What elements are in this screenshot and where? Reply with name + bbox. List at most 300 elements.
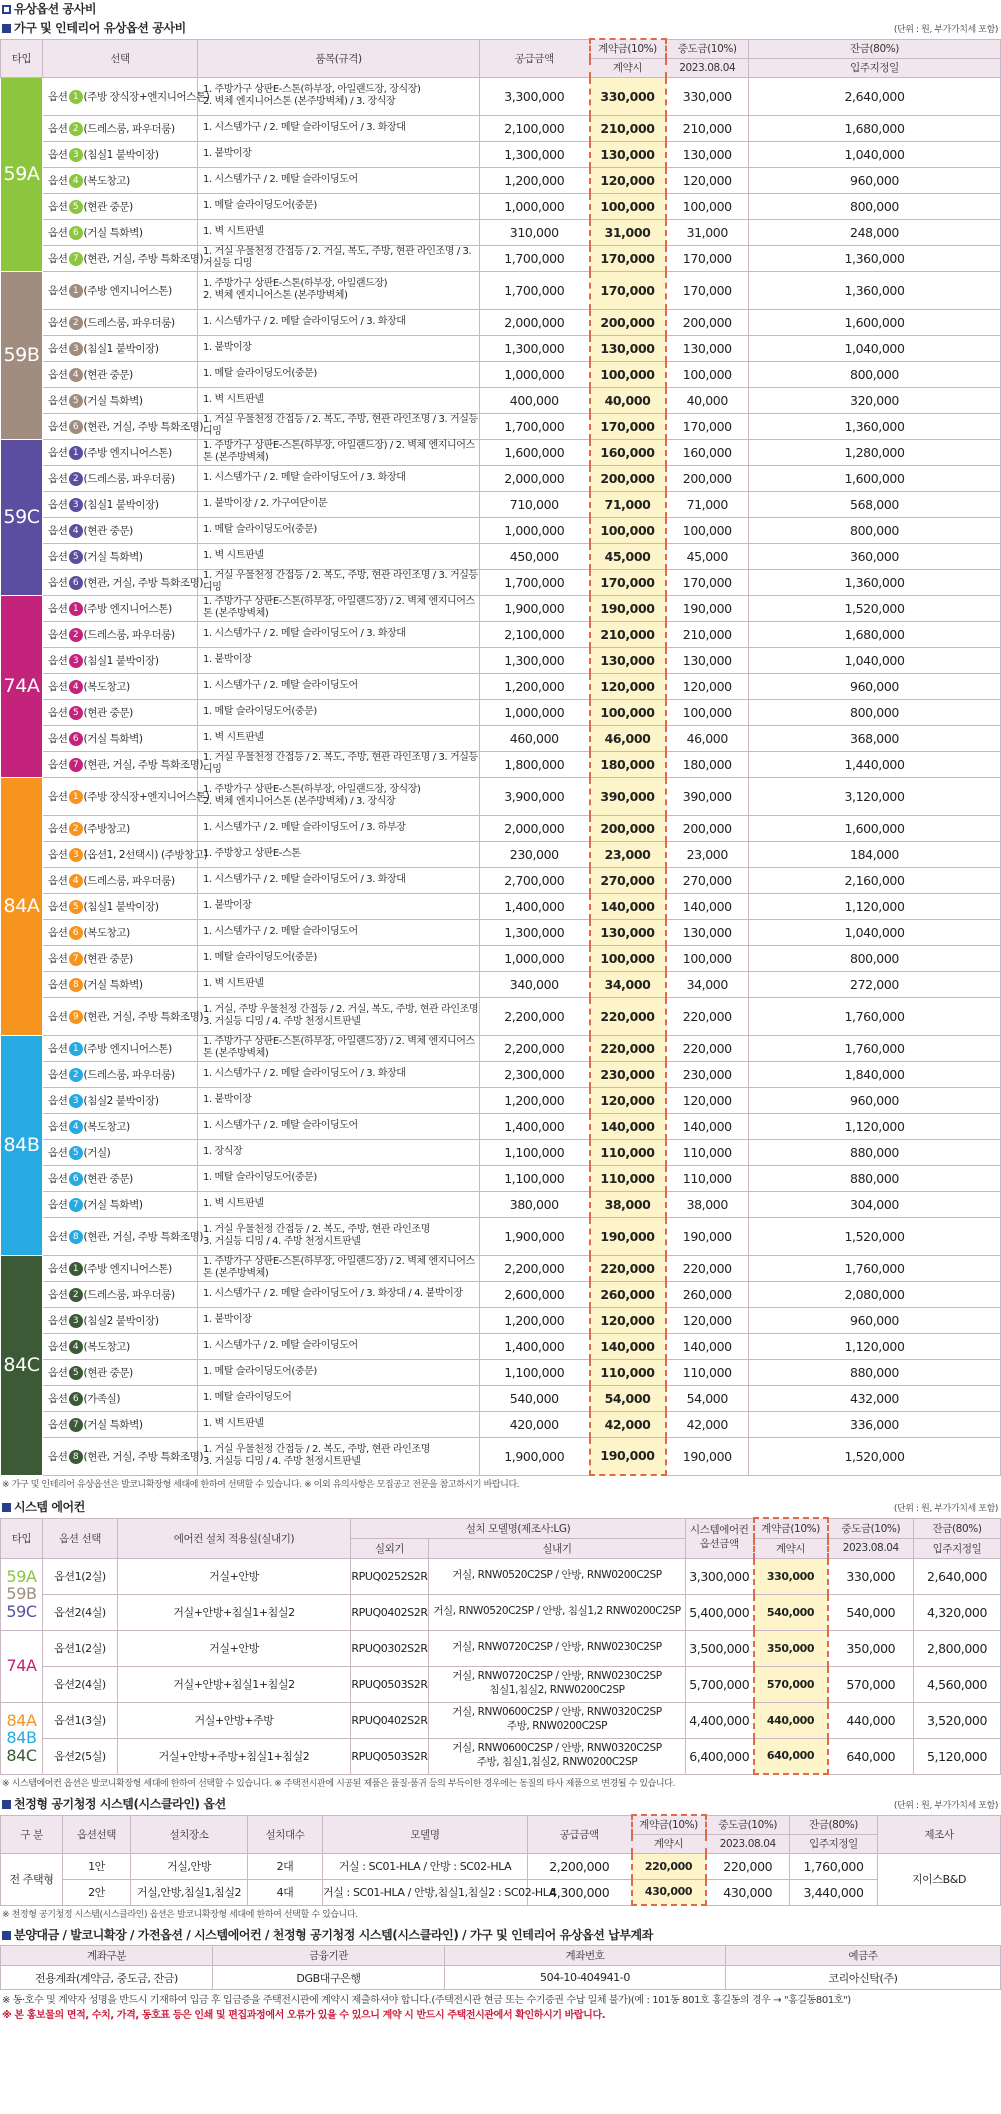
- option-number-badge: 4: [69, 1120, 83, 1134]
- option-prefix: 옵션: [48, 576, 68, 589]
- deposit-cell: 100,000: [590, 699, 666, 725]
- option-number-badge: 7: [69, 252, 83, 266]
- type-label: 84C: [1, 1255, 43, 1475]
- balance-cell: 1,520,000: [749, 595, 1001, 621]
- deposit-cell: 350,000: [754, 1630, 828, 1666]
- option-number-badge: 4: [69, 524, 83, 538]
- middle-cell: 45,000: [666, 543, 749, 569]
- balance-cell: 1,600,000: [749, 465, 1001, 491]
- option-prefix: 옵션: [48, 342, 68, 355]
- price-cell: 2,700,000: [480, 867, 590, 893]
- table-row: [1, 725, 1001, 751]
- col-type: 타입: [1, 39, 43, 77]
- table-row: [1, 1738, 1001, 1774]
- table-row: [1, 439, 1001, 465]
- ac-col-deposit: 계약금(10%): [754, 1518, 828, 1538]
- option-number-badge: 3: [69, 498, 83, 512]
- col-spec: 품목(규격): [198, 39, 480, 77]
- option-prefix: 옵션: [48, 680, 68, 693]
- price-cell: 1,700,000: [480, 271, 590, 309]
- type-label: 84A: [1, 777, 43, 1035]
- option-cell: 2안: [63, 1879, 131, 1905]
- option-number-badge: 1: [69, 1262, 83, 1276]
- price-cell: 2,000,000: [480, 465, 590, 491]
- deposit-cell: 170,000: [590, 569, 666, 595]
- option-name: (침실2 붙박이장): [83, 1314, 159, 1327]
- spec-cell: 1. 붙박이장: [198, 141, 480, 167]
- middle-cell: 170,000: [666, 569, 749, 595]
- account-note-1: ※ 동·호수 및 계약자 성명을 반드시 기재하여 입금 후 입금증을 주택전시관에 계약시 제출하셔야 합니다.(주택전시관 현금 또는 수기증권 수납 일체 불가)(예 : 101동 801호 홍길동의 경우 → "홍길동801호"): [2, 1995, 851, 2006]
- spec-cell: 1. 거실 우물천정 간접등 / 2. 복도, 주방, 현관 라인조명 3. 거실등 디밍 / 4. 주방 천정시트판넬: [198, 1437, 480, 1475]
- account-row: [1, 1966, 1001, 1990]
- option-prefix: 옵션: [48, 174, 68, 187]
- outdoor-cell: RPUQ0402S2R: [351, 1702, 429, 1738]
- deposit-cell: 210,000: [590, 115, 666, 141]
- option-prefix: 옵션: [48, 1418, 68, 1431]
- type-label: 59B: [1, 271, 43, 439]
- aircon-title: 시스템 에어컨: [14, 1500, 85, 1514]
- table-row: [1, 893, 1001, 919]
- option-cell: 옵션2(4실): [43, 1594, 118, 1630]
- price-cell: 1,300,000: [480, 335, 590, 361]
- deposit-cell: 110,000: [590, 1165, 666, 1191]
- ac-col-balance-sub: 입주지정일: [914, 1538, 1001, 1558]
- acc-col-bank: 금융기관: [213, 1946, 445, 1966]
- option-prefix: 옵션: [48, 926, 68, 939]
- indoor-cell: 거실, RNW0520C2SP / 안방, 침실1,2 RNW0200C2SP: [429, 1594, 686, 1630]
- table-row: [1, 1035, 1001, 1061]
- middle-cell: 110,000: [666, 1139, 749, 1165]
- deposit-cell: 120,000: [590, 1087, 666, 1113]
- price-cell: 1,700,000: [480, 245, 590, 271]
- option-number-badge: 5: [69, 550, 83, 564]
- table-row: [1, 1630, 1001, 1666]
- option-name: (주방 엔지니어스톤): [83, 1042, 172, 1055]
- option-prefix: 옵션: [48, 1230, 68, 1243]
- middle-cell: 220,000: [666, 1255, 749, 1281]
- table-row: [1, 77, 1001, 115]
- deposit-cell: 130,000: [590, 647, 666, 673]
- option-label: [43, 1437, 204, 1475]
- deposit-cell: 220,000: [632, 1853, 706, 1879]
- deposit-cell: 140,000: [590, 1113, 666, 1139]
- option-cell: 1안: [63, 1853, 131, 1879]
- middle-cell: 100,000: [666, 361, 749, 387]
- balance-cell: 1,520,000: [749, 1437, 1001, 1475]
- type-name: 84C: [6, 1745, 37, 1765]
- balance-cell: 3,120,000: [749, 777, 1001, 815]
- price-cell: 460,000: [480, 725, 590, 751]
- option-number-badge: 2: [69, 822, 83, 836]
- deposit-cell: 110,000: [590, 1359, 666, 1385]
- account-holder: 코리아신탁(주): [726, 1966, 1001, 1990]
- balance-cell: 248,000: [749, 219, 1001, 245]
- option-label: [43, 271, 198, 309]
- ac-col-model: 설치 모델명(제조사:LG): [351, 1518, 686, 1538]
- table-row: [1, 841, 1001, 867]
- middle-cell: 170,000: [666, 413, 749, 439]
- deposit-cell: 540,000: [754, 1594, 828, 1630]
- middle-cell: 140,000: [666, 1333, 749, 1359]
- option-prefix: 옵션: [48, 1146, 68, 1159]
- square-bullet-icon: [2, 1800, 11, 1809]
- spec-cell: 1. 붙박이장: [198, 1087, 480, 1113]
- option-name: (주방 엔지니어스톤): [83, 446, 172, 459]
- balance-cell: 1,520,000: [749, 1217, 1001, 1255]
- price-cell: 6,400,000: [686, 1738, 754, 1774]
- price-cell: 2,600,000: [480, 1281, 590, 1307]
- option-number-badge: 6: [69, 576, 83, 590]
- middle-cell: 220,000: [666, 997, 749, 1035]
- option-prefix: 옵션: [48, 316, 68, 329]
- count-cell: 2대: [248, 1853, 323, 1879]
- table-row: [1, 1702, 1001, 1738]
- spec-cell: 1. 메탈 슬라이딩도어(중문): [198, 1165, 480, 1191]
- option-number-badge: 4: [69, 874, 83, 888]
- option-label: [43, 815, 198, 841]
- balance-cell: 1,360,000: [749, 569, 1001, 595]
- balance-cell: 880,000: [749, 1165, 1001, 1191]
- option-name: (드레스룸, 파우더룸): [83, 472, 175, 485]
- type-name: 59B: [6, 1584, 37, 1604]
- option-label: [43, 1191, 198, 1217]
- balance-cell: 880,000: [749, 1359, 1001, 1385]
- option-name: (현관 중문): [83, 952, 133, 965]
- option-prefix: 옵션: [48, 524, 68, 537]
- table-row: [1, 543, 1001, 569]
- option-cell: 옵션1(2실): [43, 1558, 118, 1594]
- account-kind: 전용계좌(계약금, 중도금, 잔금): [1, 1966, 213, 1990]
- spec-cell: 1. 벽 시트판넬: [198, 219, 480, 245]
- room-cell: 거실+안방+주방+침실1+침실2: [118, 1738, 351, 1774]
- option-prefix: 옵션: [48, 874, 68, 887]
- table-row: [1, 1879, 1001, 1905]
- table-row: [1, 699, 1001, 725]
- pu-col-balance: 잔금(80%): [790, 1815, 878, 1834]
- furniture-title-row: [0, 19, 1000, 38]
- option-name: (주방 장식장+엔지니어스톤): [83, 790, 210, 803]
- price-cell: 1,400,000: [480, 893, 590, 919]
- balance-cell: 272,000: [749, 971, 1001, 997]
- spec-cell: 1. 벽 시트판넬: [198, 543, 480, 569]
- table-row: [1, 1437, 1001, 1475]
- middle-cell: 110,000: [666, 1165, 749, 1191]
- option-number-badge: 2: [69, 122, 83, 136]
- type-name: 74A: [6, 1656, 37, 1676]
- option-name: (복도창고): [83, 926, 130, 939]
- option-label: [43, 1411, 198, 1437]
- option-number-badge: 5: [69, 200, 83, 214]
- ac-col-deposit-sub: 계약시: [754, 1538, 828, 1558]
- deposit-cell: 23,000: [590, 841, 666, 867]
- table-row: [1, 1558, 1001, 1594]
- option-label: [43, 699, 198, 725]
- option-number-badge: 4: [69, 680, 83, 694]
- option-name: (드레스룸, 파우더룸): [83, 628, 175, 641]
- option-label: [43, 673, 198, 699]
- option-number-badge: 4: [69, 1340, 83, 1354]
- price-cell: 1,300,000: [480, 141, 590, 167]
- price-cell: 450,000: [480, 543, 590, 569]
- room-cell: 거실+안방+주방: [118, 1702, 351, 1738]
- option-name: (거실 특화벽): [83, 978, 143, 991]
- model-cell: 거실 : SC01-HLA / 안방 : SC02-HLA: [323, 1853, 528, 1879]
- spec-cell: 1. 시스템가구 / 2. 메탈 슬라이딩도어 / 3. 화장대: [198, 309, 480, 335]
- option-label: [43, 77, 210, 115]
- middle-cell: 440,000: [828, 1702, 914, 1738]
- middle-cell: 190,000: [666, 1217, 749, 1255]
- spec-cell: 1. 시스템가구 / 2. 메탈 슬라이딩도어: [198, 167, 480, 193]
- type-name: 59C: [6, 1601, 37, 1621]
- middle-cell: 190,000: [666, 595, 749, 621]
- deposit-cell: 160,000: [590, 439, 666, 465]
- page-title: 유상옵션 공사비: [0, 0, 1000, 19]
- option-name: (복도창고): [83, 174, 130, 187]
- table-row: [1, 815, 1001, 841]
- deposit-cell: 42,000: [590, 1411, 666, 1437]
- outdoor-cell: RPUQ0252S2R: [351, 1558, 429, 1594]
- balance-cell: 800,000: [749, 193, 1001, 219]
- middle-cell: 190,000: [666, 1437, 749, 1475]
- balance-cell: 1,600,000: [749, 815, 1001, 841]
- balance-cell: 1,280,000: [749, 439, 1001, 465]
- option-prefix: 옵션: [48, 822, 68, 835]
- middle-cell: 23,000: [666, 841, 749, 867]
- option-number-badge: 5: [69, 706, 83, 720]
- middle-cell: 230,000: [666, 1061, 749, 1087]
- furniture-note: ※ 가구 및 인테리어 유상옵션은 발코니확장형 세대에 한하여 선택할 수 있습니다. ※ 이외 유의사항은 모집공고 전문을 참고하시기 바랍니다.: [2, 1480, 520, 1490]
- balance-cell: 800,000: [749, 361, 1001, 387]
- option-label: [43, 725, 198, 751]
- furniture-unit: (단위 : 원, 부가가치세 포함): [893, 25, 998, 35]
- type-name: 84A: [6, 1710, 37, 1730]
- balance-cell: 184,000: [749, 841, 1001, 867]
- room-cell: 거실+안방: [118, 1630, 351, 1666]
- balance-cell: 336,000: [749, 1411, 1001, 1437]
- pu-col-kind: 구 분: [1, 1815, 63, 1853]
- count-cell: 4대: [248, 1879, 323, 1905]
- col-balance-sub: 입주지정일: [749, 58, 1001, 77]
- pu-col-count: 설치대수: [248, 1815, 323, 1853]
- option-prefix: 옵션: [48, 200, 68, 213]
- outdoor-cell: RPUQ0503S2R: [351, 1666, 429, 1702]
- option-name: (침실1 붙박이장): [83, 148, 159, 161]
- balance-cell: 2,800,000: [914, 1630, 1001, 1666]
- balance-cell: 1,360,000: [749, 245, 1001, 271]
- price-cell: 400,000: [480, 387, 590, 413]
- deposit-cell: 330,000: [754, 1558, 828, 1594]
- option-label: [43, 167, 198, 193]
- pu-col-option: 옵션선택: [63, 1815, 131, 1853]
- spec-cell: 1. 거실, 주방 우물천정 간접등 / 2. 거실, 복도, 주방, 현관 라인조명 3. 거실등 디밍 / 4. 주방 천정시트판넬: [198, 997, 480, 1035]
- price-cell: 1,900,000: [480, 1437, 590, 1475]
- account-table: [0, 1945, 1001, 1990]
- balance-cell: 880,000: [749, 1139, 1001, 1165]
- option-prefix: 옵션: [48, 368, 68, 381]
- deposit-cell: 100,000: [590, 361, 666, 387]
- option-prefix: 옵션: [48, 148, 68, 161]
- ac-col-option: 옵션 선택: [43, 1518, 118, 1558]
- table-row: [1, 751, 1001, 777]
- account-note-2: ※ 본 홍보물의 면적, 수치, 가격, 동호표 등은 인쇄 및 편집과정에서 오류가 있을 수 있으니 계약 시 반드시 주택전시관에서 확인하시기 바랍니다.: [2, 2010, 606, 2021]
- option-cell: 옵션1(3실): [43, 1702, 118, 1738]
- option-prefix: 옵션: [48, 848, 68, 861]
- option-number-badge: 4: [69, 174, 83, 188]
- price-cell: 3,300,000: [480, 77, 590, 115]
- option-name: (복도창고): [83, 680, 130, 693]
- pu-col-place: 설치장소: [131, 1815, 248, 1853]
- pu-col-deposit: 계약금(10%): [632, 1815, 706, 1834]
- option-prefix: 옵션: [48, 90, 68, 103]
- spec-cell: 1. 붙박이장: [198, 1307, 480, 1333]
- table-row: [1, 193, 1001, 219]
- table-row: [1, 1411, 1001, 1437]
- middle-cell: 570,000: [828, 1666, 914, 1702]
- middle-cell: 180,000: [666, 751, 749, 777]
- price-cell: 2,000,000: [480, 309, 590, 335]
- purifier-table: [0, 1814, 1001, 1906]
- middle-cell: 330,000: [828, 1558, 914, 1594]
- table-row: [1, 1255, 1001, 1281]
- spec-cell: 1. 벽 시트판넬: [198, 725, 480, 751]
- balance-cell: 960,000: [749, 1307, 1001, 1333]
- option-name: (현관 중문): [83, 1172, 133, 1185]
- deposit-cell: 120,000: [590, 167, 666, 193]
- option-number-badge: 3: [69, 654, 83, 668]
- table-row: [1, 167, 1001, 193]
- option-name: (드레스룸, 파우더룸): [83, 316, 175, 329]
- account-number: 504-10-404941-0: [445, 1966, 726, 1990]
- option-name: (주방 장식장+엔지니어스톤): [83, 90, 210, 103]
- aircon-unit: (단위 : 원, 부가가치세 포함): [893, 1504, 998, 1514]
- spec-cell: 1. 주방가구 상판E-스톤(하부장, 아일랜드장) 2. 벽체 엔지니어스톤 (본주방벽체): [198, 271, 480, 309]
- option-label: [43, 387, 198, 413]
- pu-col-middle-sub: 2023.08.04: [706, 1834, 790, 1853]
- option-label: [43, 1035, 198, 1061]
- option-name: (주방 엔지니어스톤): [83, 284, 172, 297]
- middle-cell: 120,000: [666, 1087, 749, 1113]
- option-label: [43, 1087, 198, 1113]
- balance-cell: 304,000: [749, 1191, 1001, 1217]
- option-name: (현관, 거실, 주방 특화조명): [83, 1230, 204, 1243]
- table-row: [1, 1307, 1001, 1333]
- option-name: (옵션1, 2선택시) (주방창고): [83, 848, 208, 861]
- option-label: [43, 361, 198, 387]
- option-name: (주방창고): [83, 822, 130, 835]
- deposit-cell: 100,000: [590, 517, 666, 543]
- option-number-badge: 3: [69, 342, 83, 356]
- option-name: (드레스룸, 파우더룸): [83, 1068, 175, 1081]
- middle-cell: 220,000: [706, 1853, 790, 1879]
- price-cell: 1,100,000: [480, 1359, 590, 1385]
- price-cell: 1,100,000: [480, 1139, 590, 1165]
- middle-cell: 40,000: [666, 387, 749, 413]
- option-label: [43, 647, 198, 673]
- spec-cell: 1. 시스템가구 / 2. 메탈 슬라이딩도어 / 3. 화장대: [198, 621, 480, 647]
- col-middle: 중도금(10%): [666, 39, 749, 58]
- price-cell: 1,200,000: [480, 167, 590, 193]
- outdoor-cell: RPUQ0503S2R: [351, 1738, 429, 1774]
- col-option: 선택: [43, 39, 198, 77]
- table-row: [1, 777, 1001, 815]
- option-prefix: 옵션: [48, 706, 68, 719]
- option-prefix: 옵션: [48, 654, 68, 667]
- price-cell: 1,900,000: [480, 1217, 590, 1255]
- kind-cell: 전 주택형: [1, 1853, 63, 1905]
- balance-cell: 800,000: [749, 945, 1001, 971]
- balance-cell: 4,320,000: [914, 1594, 1001, 1630]
- price-cell: 4,300,000: [528, 1879, 632, 1905]
- middle-cell: 200,000: [666, 465, 749, 491]
- middle-cell: 130,000: [666, 647, 749, 673]
- balance-cell: 1,360,000: [749, 413, 1001, 439]
- type-label: 59C: [1, 439, 43, 595]
- option-prefix: 옵션: [48, 550, 68, 563]
- option-name: (복도창고): [83, 1120, 130, 1133]
- option-prefix: 옵션: [48, 602, 68, 615]
- ac-col-price: 시스템에어컨 옵션금액: [686, 1518, 754, 1558]
- ac-col-room: 에어컨 설치 적용실(실내기): [118, 1518, 351, 1558]
- table-row: [1, 491, 1001, 517]
- spec-cell: 1. 시스템가구 / 2. 메탈 슬라이딩도어 / 3. 화장대 / 4. 붙박이장: [198, 1281, 480, 1307]
- ac-col-balance: 잔금(80%): [914, 1518, 1001, 1538]
- option-prefix: 옵션: [48, 122, 68, 135]
- indoor-cell: 거실, RNW0600C2SP / 안방, RNW0320C2SP 주방, RNW0200C2SP: [429, 1702, 686, 1738]
- balance-cell: 4,560,000: [914, 1666, 1001, 1702]
- spec-cell: 1. 시스템가구 / 2. 메탈 슬라이딩도어 / 3. 하부장: [198, 815, 480, 841]
- option-name: (침실2 붙박이장): [83, 1094, 159, 1107]
- option-name: (현관, 거실, 주방 특화조명): [83, 420, 204, 433]
- spec-cell: 1. 붙박이장: [198, 335, 480, 361]
- middle-cell: 100,000: [666, 517, 749, 543]
- option-number-badge: 7: [69, 1418, 83, 1432]
- option-label: [43, 841, 208, 867]
- purifier-unit: (단위 : 원, 부가가치세 포함): [893, 1801, 998, 1811]
- deposit-cell: 100,000: [590, 193, 666, 219]
- price-cell: 2,100,000: [480, 621, 590, 647]
- option-label: [43, 919, 198, 945]
- account-title-row: [0, 1926, 1000, 1945]
- pu-col-maker: 제조사: [878, 1815, 1001, 1853]
- pu-col-balance-sub: 입주지정일: [790, 1834, 878, 1853]
- price-cell: 230,000: [480, 841, 590, 867]
- price-cell: 340,000: [480, 971, 590, 997]
- option-number-badge: 5: [69, 1146, 83, 1160]
- deposit-cell: 390,000: [590, 777, 666, 815]
- table-row: [1, 919, 1001, 945]
- middle-cell: 140,000: [666, 1113, 749, 1139]
- middle-cell: 110,000: [666, 1359, 749, 1385]
- option-label: [43, 893, 198, 919]
- room-cell: 거실+안방+침실1+침실2: [118, 1666, 351, 1702]
- price-cell: 1,000,000: [480, 193, 590, 219]
- price-cell: 1,800,000: [480, 751, 590, 777]
- option-number-badge: 7: [69, 1198, 83, 1212]
- spec-cell: 1. 메탈 슬라이딩도어(중문): [198, 1359, 480, 1385]
- option-label: [43, 777, 210, 815]
- option-name: (주방 엔지니어스톤): [83, 1262, 172, 1275]
- price-cell: 2,200,000: [480, 1255, 590, 1281]
- price-cell: 310,000: [480, 219, 590, 245]
- table-row: [1, 945, 1001, 971]
- table-row: [1, 997, 1001, 1035]
- balance-cell: 368,000: [749, 725, 1001, 751]
- option-prefix: 옵션: [48, 420, 68, 433]
- table-row: [1, 595, 1001, 621]
- option-number-badge: 2: [69, 1288, 83, 1302]
- option-label: [43, 997, 204, 1035]
- option-label: [43, 945, 198, 971]
